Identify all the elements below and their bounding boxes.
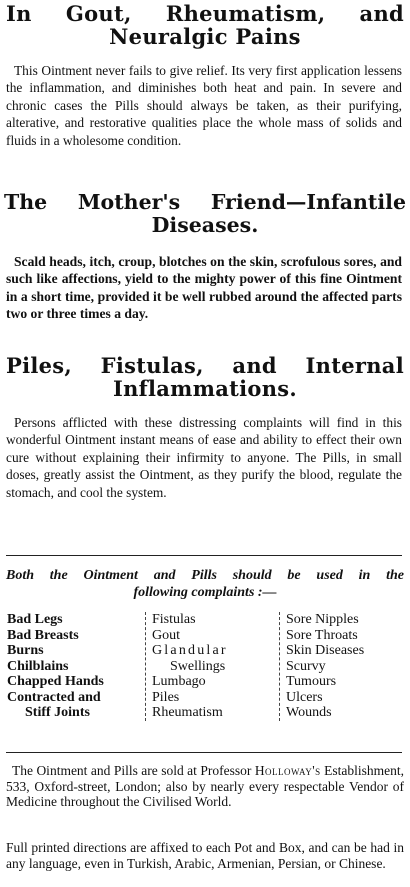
proprietor-name: Holloway's [254,763,321,778]
mother-paragraph: Scald heads, itch, croup, blotches on the skin, scrofulous sores, and such like affections, yield to the mighty power of this fine Ointment in a short time, provided it be well rubbed around the affected parts two or three times a day. [6,254,402,322]
mother-heading-line1: The Mother's Friend—Infantile [4,190,406,214]
complaint-item: Bad Legs [7,612,63,627]
piles-heading [6,354,404,400]
gout-heading-line1: In Gout, Rheumatism, and [6,1,404,26]
sold-at-paragraph [6,763,404,810]
mother-heading-line2: Diseases. [151,212,259,237]
piles-paragraph: Persons afflicted with these distressing complaints will find in this wonderful Ointment instant means of ease and ability to effect their own cure without explaining their infirmity to anyone. The Pills, in small doses, greatly assist the Ointment, as they purify the blood, regulate the stomach, and cool the system. [6,415,402,500]
divider-rule [6,555,402,556]
complaints-columns [7,612,407,730]
complaint-item: Sore Nipples [286,612,359,627]
gout-heading-line2: Neuralgic Pains [109,24,301,50]
complaint-item: Skin Diseases [286,643,365,658]
piles-heading-line2: Inflammations. [112,376,298,402]
complaint-item: Bad Breasts [7,627,79,643]
complaint-item: Gout [152,627,180,643]
gout-heading [6,2,404,48]
complaint-item: Stiff Joints [25,705,90,720]
complaints-column-1 [7,612,142,721]
piles-heading-line1: Piles, Fistulas, and Internal [6,353,404,378]
complaint-item: Rheumatism [152,705,223,720]
complaints-intro [6,567,404,601]
complaint-item: Burns [7,643,44,658]
complaint-item: Tumours [286,674,337,689]
complaint-item: Piles [152,689,180,705]
complaint-item: Fistulas [152,612,196,627]
sold-at-text-start: The Ointment and Pills are sold at Professor [12,763,255,778]
gout-paragraph: This Ointment never fails to give relief. Its very first application lessens the inflammation, and diminishes both heat and pain. In severe and chronic cases the Pills should always be taken, as their purifying, alterative, and restorative qualities place the whole mass of solids and fluids in a wholesome condition. [6,63,402,148]
sold-at-text-end: Establishment, 533, Oxford-street, London; also by nearly every respectable Vendor of Medicine throughout the Civilised World. [6,763,404,809]
complaint-item: Ulcers [286,689,323,705]
complaint-item: Chilblains [7,658,69,674]
complaints-column-2 [145,612,280,721]
complaint-item: Scurvy [286,658,326,674]
complaint-item: Contracted and [7,689,101,705]
complaints-intro-line2: following complaints :— [133,585,277,600]
complaint-item: Glandular [152,643,228,658]
divider-rule [6,752,402,753]
complaint-item: Wounds [286,705,332,720]
complaint-item: Swellings [170,658,226,674]
complaint-item: Lumbago [152,674,206,689]
complaint-item: Chapped Hands [7,674,104,689]
complaint-item: Sore Throats [286,627,358,643]
complaints-column-3 [279,612,410,721]
directions-paragraph: Full printed directions are affixed to each Pot and Box, and can be had in any language, even in Turkish, Arabic, Armenian, Persian, or Chinese. [6,840,404,871]
mother-heading [4,191,406,236]
complaints-intro-line1: Both the Ointment and Pills should be used in the [6,568,404,583]
